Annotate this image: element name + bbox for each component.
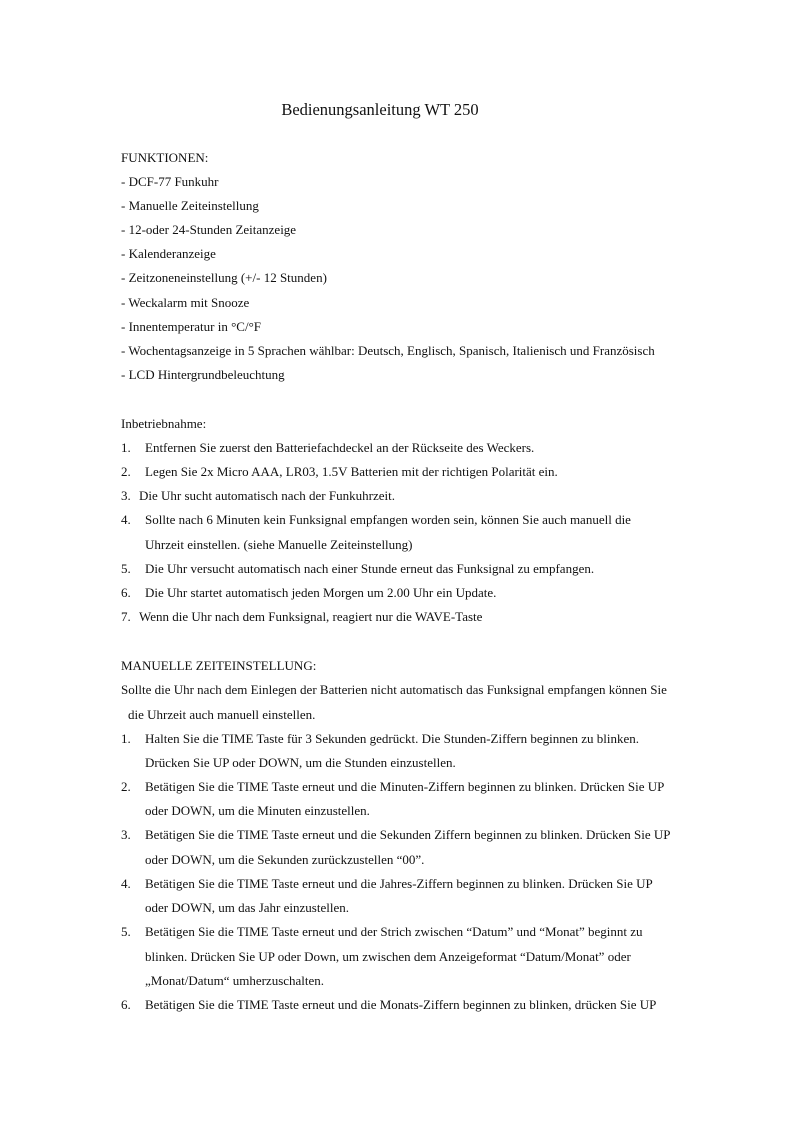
document-title: Bedienungsanleitung WT 250 bbox=[281, 100, 479, 119]
step-number: 4. bbox=[121, 512, 131, 527]
step-text: Betätigen Sie die TIME Taste erneut und die Monats-Ziffern beginnen zu blinken, drücken Sie UP bbox=[145, 997, 657, 1012]
step-number: 5. bbox=[121, 924, 131, 939]
funktionen-item: - Kalenderanzeige bbox=[121, 246, 216, 261]
manuelle-intro: Sollte die Uhr nach dem Einlegen der Batterien nicht automatisch das Funksignal empfangen können Sie bbox=[121, 682, 667, 697]
step-number: 1. bbox=[121, 440, 131, 455]
inbetriebnahme-heading: Inbetriebnahme: bbox=[121, 416, 207, 431]
step-text: Legen Sie 2x Micro AAA, LR03, 1.5V Batterien mit der richtigen Polarität ein. bbox=[145, 464, 558, 479]
step-number: 3. bbox=[121, 827, 131, 842]
step-text: Entfernen Sie zuerst den Batteriefachdeckel an der Rückseite des Weckers. bbox=[145, 440, 535, 455]
step-number: 1. bbox=[121, 731, 131, 746]
funktionen-item: - Weckalarm mit Snooze bbox=[121, 295, 250, 310]
step-text: oder DOWN, um die Sekunden zurückzustellen “00”. bbox=[145, 852, 425, 867]
step-text: Betätigen Sie die TIME Taste erneut und der Strich zwischen “Datum” und “Monat” beginnt zu bbox=[145, 924, 643, 939]
step-number: 5. bbox=[121, 561, 131, 576]
step-text: oder DOWN, um das Jahr einzustellen. bbox=[145, 900, 349, 915]
step-number: 6. bbox=[121, 585, 131, 600]
step-number: 7. bbox=[121, 609, 131, 624]
step-number: 3. bbox=[121, 488, 131, 503]
funktionen-item: - DCF-77 Funkuhr bbox=[121, 174, 219, 189]
funktionen-item: - Wochentagsanzeige in 5 Sprachen wählbar: Deutsch, Englisch, Spanisch, Italienisch und Französisch bbox=[121, 343, 655, 358]
step-text: Die Uhr versucht automatisch nach einer Stunde erneut das Funksignal zu empfangen. bbox=[145, 561, 595, 576]
funktionen-heading: FUNKTIONEN: bbox=[121, 150, 209, 165]
step-number: 2. bbox=[121, 779, 131, 794]
funktionen-item: - Innentemperatur in °C/°F bbox=[121, 319, 262, 334]
step-text: Betätigen Sie die TIME Taste erneut und die Jahres-Ziffern beginnen zu blinken. Drücken Sie UP bbox=[145, 876, 653, 891]
step-text: Die Uhr startet automatisch jeden Morgen um 2.00 Uhr ein Update. bbox=[145, 585, 497, 600]
step-number: 2. bbox=[121, 464, 131, 479]
step-text: oder DOWN, um die Minuten einzustellen. bbox=[145, 803, 370, 818]
manuelle-intro: die Uhrzeit auch manuell einstellen. bbox=[128, 707, 316, 722]
step-text: Drücken Sie UP oder DOWN, um die Stunden einzustellen. bbox=[145, 755, 456, 770]
step-number: 4. bbox=[121, 876, 131, 891]
step-text: Uhrzeit einstellen. (siehe Manuelle Zeiteinstellung) bbox=[145, 537, 413, 552]
step-number: 6. bbox=[121, 997, 131, 1012]
funktionen-item: - LCD Hintergrundbeleuchtung bbox=[121, 367, 285, 382]
step-text: blinken. Drücken Sie UP oder Down, um zwischen dem Anzeigeformat “Datum/Monat” oder bbox=[145, 949, 631, 964]
step-text: Die Uhr sucht automatisch nach der Funkuhrzeit. bbox=[139, 488, 395, 503]
step-text: Wenn die Uhr nach dem Funksignal, reagiert nur die WAVE-Taste bbox=[139, 609, 483, 624]
step-text: Betätigen Sie die TIME Taste erneut und die Sekunden Ziffern beginnen zu blinken. Drücken Sie UP bbox=[145, 827, 671, 842]
funktionen-item: - 12-oder 24-Stunden Zeitanzeige bbox=[121, 222, 297, 237]
step-text: Sollte nach 6 Minuten kein Funksignal empfangen worden sein, können Sie auch manuell die bbox=[145, 512, 631, 527]
funktionen-item: - Zeitzoneneinstellung (+/- 12 Stunden) bbox=[121, 270, 327, 285]
step-text: „Monat/Datum“ umherzuschalten. bbox=[145, 973, 325, 988]
funktionen-item: - Manuelle Zeiteinstellung bbox=[121, 198, 259, 213]
step-text: Betätigen Sie die TIME Taste erneut und die Minuten-Ziffern beginnen zu blinken. Drücken Sie UP bbox=[145, 779, 665, 794]
step-text: Halten Sie die TIME Taste für 3 Sekunden gedrückt. Die Stunden-Ziffern beginnen zu blinken. bbox=[145, 731, 640, 746]
manuelle-heading: MANUELLE ZEITEINSTELLUNG: bbox=[121, 658, 317, 673]
